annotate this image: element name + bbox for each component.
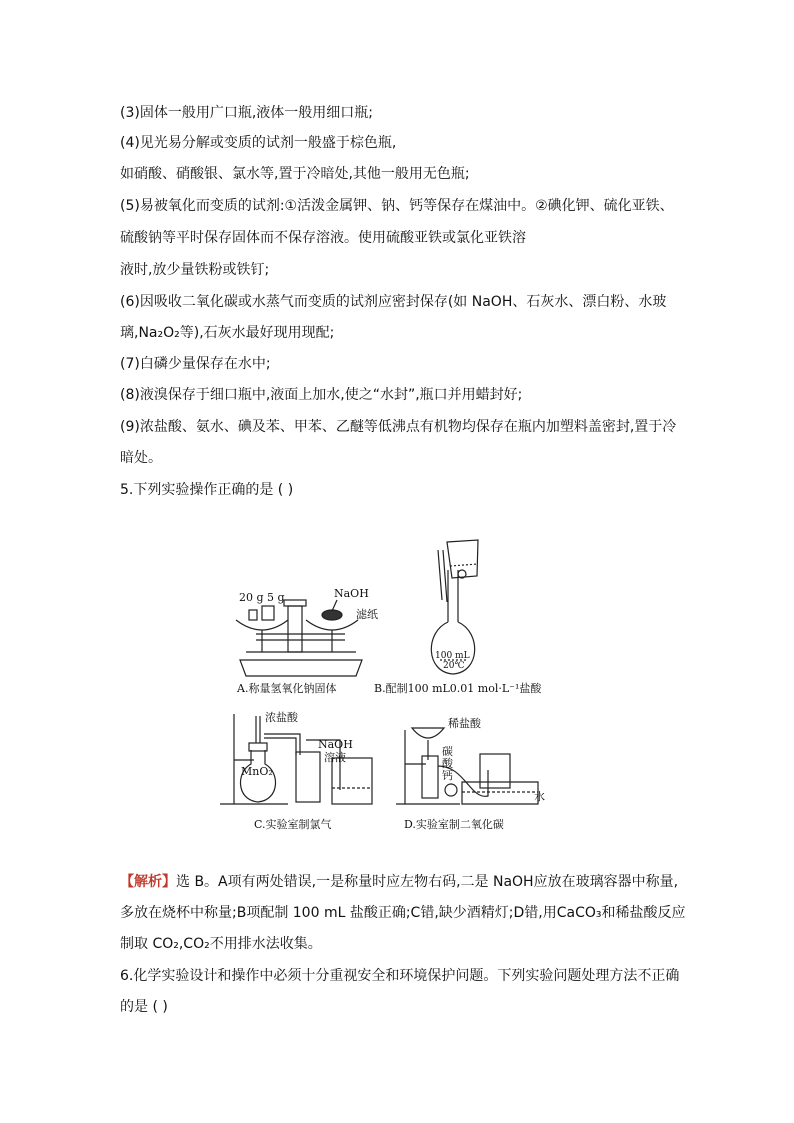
- volume-label: 100 mL: [435, 651, 470, 661]
- text-line-8: (8)液溴保存于细口瓶中,液面上加水,使之“水封”,瓶口并用蜡封好;: [120, 387, 523, 403]
- caco3-label-1: 碳: [442, 745, 453, 758]
- text-line-5b: 硫酸钠等平时保存固体而不保存溶液。使用硫酸亚铁或氯化亚铁溶: [120, 230, 526, 246]
- analysis-text-1: 选 B。A项有两处错误,一是称量时应左物右码,二是 NaOH应放在玻璃容器中称量,: [176, 874, 679, 890]
- text-line-6b: 璃,Na₂O₂等),石灰水最好现用现配;: [120, 325, 335, 341]
- caco3-label-3: 钙: [442, 769, 453, 782]
- chlorine-apparatus: [220, 714, 372, 804]
- analysis-line-1: [120, 873, 678, 891]
- text-line-7: (7)白磷少量保存在水中;: [120, 356, 271, 372]
- caco3-label-2: 酸: [442, 757, 453, 770]
- naoh-solution-label-2: 溶液: [324, 751, 346, 764]
- caption-b: B.配制100 mL0.01 mol·L⁻¹盐酸: [374, 682, 542, 695]
- question-5: 5.下列实验操作正确的是 ( ): [120, 482, 294, 498]
- analysis-line-3: 制取 CO₂,CO₂不用排水法收集。: [120, 936, 322, 952]
- water-label: 水: [534, 790, 545, 803]
- weights-label: 20 g 5 g: [239, 591, 285, 604]
- text-line-9: (9)浓盐酸、氨水、碘及苯、甲苯、乙醚等低沸点有机物均保存在瓶内加塑料盖密封,置于冷: [120, 419, 677, 435]
- text-line-4b: 如硝酸、硝酸银、氯水等,置于冷暗处,其他一般用无色瓶;: [120, 166, 470, 182]
- caption-a: A.称量氢氧化钠固体: [237, 682, 337, 695]
- text-line-9b: 暗处。: [120, 450, 162, 466]
- mno2-label: MnO₂: [241, 765, 273, 778]
- analysis-line-2: 多放在烧杯中称量;B项配制 100 mL 盐酸正确;C错,缺少酒精灯;D错,用CaCO₃和稀盐酸反应: [120, 905, 686, 921]
- analysis-tag: 【解析】: [120, 874, 176, 890]
- co2-apparatus: [396, 728, 538, 804]
- balance-diagram: [236, 600, 362, 676]
- dilute-hcl-label: 稀盐酸: [448, 717, 481, 730]
- filter-paper-label: 滤纸: [356, 608, 378, 621]
- caption-d: D.实验室制二氧化碳: [404, 818, 504, 831]
- text-line-3: (3)固体一般用广口瓶,液体一般用细口瓶;: [120, 105, 373, 121]
- naoh-solution-label-1: NaOH: [318, 738, 353, 751]
- text-line-5c: 液时,放少量铁粉或铁钉;: [120, 262, 270, 278]
- question-6-line-1: 6.化学实验设计和操作中必须十分重视安全和环境保护问题。下列实验问题处理方法不正确: [120, 968, 680, 984]
- text-line-6: (6)因吸收二氧化碳或水蒸气而变质的试剂应密封保存(如 NaOH、石灰水、漂白粉、水玻: [120, 294, 667, 310]
- text-line-5: (5)易被氧化而变质的试剂:①活泼金属钾、钠、钙等保存在煤油中。②碘化钾、硫化亚铁、: [120, 198, 674, 214]
- question-6-line-2: 的是 ( ): [120, 999, 168, 1015]
- caption-c: C.实验室制氯气: [254, 818, 332, 831]
- conc-hcl-label: 浓盐酸: [265, 711, 298, 724]
- naoh-label: NaOH: [334, 587, 369, 600]
- text-line-4: (4)见光易分解或变质的试剂一般盛于棕色瓶,: [120, 135, 397, 151]
- temperature-label: 20℃: [443, 661, 465, 671]
